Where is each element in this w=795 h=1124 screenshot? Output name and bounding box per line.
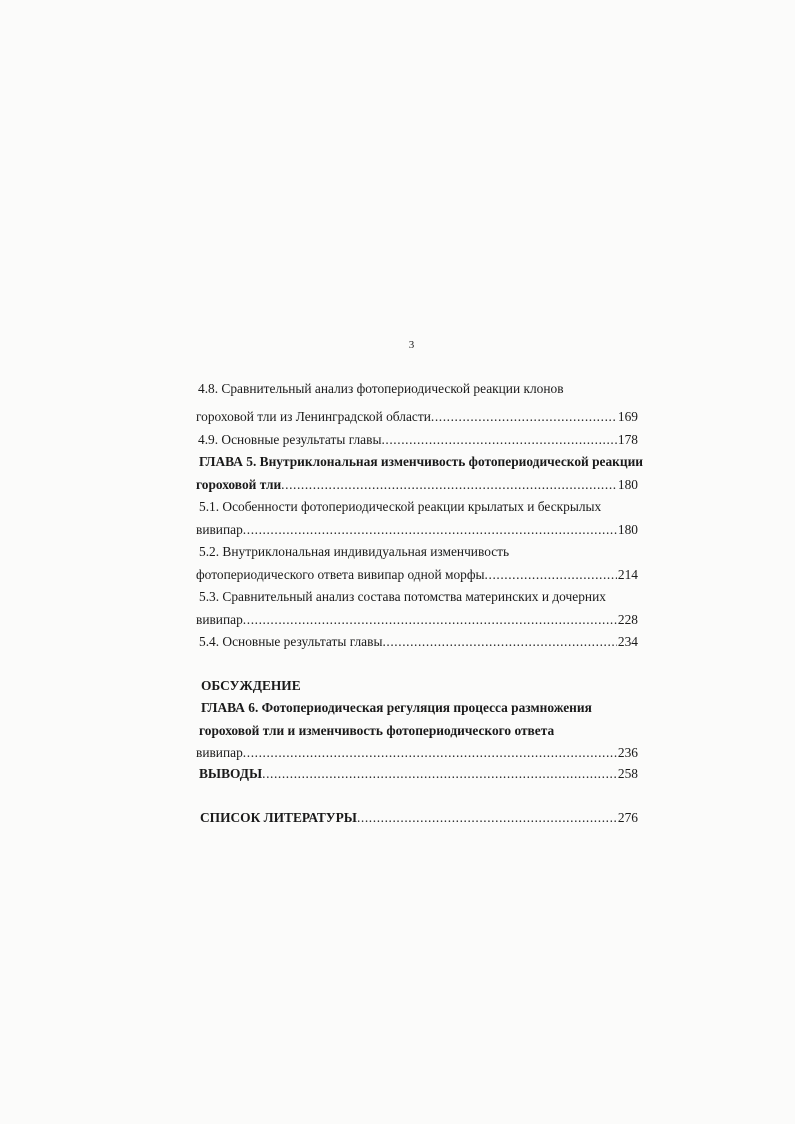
toc-page-number: 178 bbox=[617, 432, 638, 447]
dot-leader bbox=[262, 766, 617, 782]
toc-entry-text: 4.9. Основные результаты главы bbox=[198, 432, 382, 447]
toc-entry-5-3 bbox=[199, 589, 606, 605]
dot-leader bbox=[431, 409, 617, 425]
toc-entry-text: 5.2. Внутриклональная индивидуальная изменчивость bbox=[199, 544, 510, 559]
toc-page-number: 234 bbox=[617, 634, 638, 649]
dot-leader bbox=[243, 522, 617, 538]
toc-page-number: 228 bbox=[617, 612, 638, 627]
toc-entry-text: 4.8. Сравнительный анализ фотопериодической реакции клонов bbox=[198, 381, 564, 396]
toc-page-number: 276 bbox=[617, 810, 638, 825]
toc-entry-text: ОБСУЖДЕНИЕ bbox=[201, 678, 301, 693]
toc-entry-5-2 bbox=[199, 544, 509, 560]
toc-page-number: 180 bbox=[617, 477, 638, 492]
toc-page-number: 180 bbox=[617, 522, 638, 537]
toc-references bbox=[200, 810, 638, 826]
dot-leader bbox=[381, 432, 616, 448]
toc-discussion-heading bbox=[201, 678, 301, 694]
toc-entry-5-1-cont bbox=[196, 522, 638, 538]
toc-entry-text: гороховой тли bbox=[196, 477, 282, 492]
toc-page-number: 236 bbox=[617, 745, 638, 760]
toc-chapter-5-cont bbox=[196, 477, 638, 493]
toc-entry-text: ВЫВОДЫ bbox=[199, 766, 263, 781]
toc-entry-5-1 bbox=[199, 499, 601, 515]
toc-entry-5-4 bbox=[199, 634, 638, 650]
dot-leader bbox=[243, 745, 617, 761]
toc-entry-text: СПИСОК ЛИТЕРАТУРЫ bbox=[200, 810, 357, 825]
dot-leader bbox=[357, 810, 617, 826]
toc-chapter-6 bbox=[201, 700, 592, 716]
toc-entry-text: вивипар bbox=[196, 745, 243, 760]
toc-entry-text: ГЛАВА 6. Фотопериодическая регуляция процесса размножения bbox=[201, 700, 592, 715]
toc-entry-5-2-cont bbox=[196, 567, 638, 583]
dot-leader bbox=[281, 477, 617, 493]
toc-entry-4-8 bbox=[198, 381, 564, 397]
toc-entry-text: ГЛАВА 5. Внутриклональная изменчивость фотопериодической реакции bbox=[199, 454, 644, 469]
toc-entry-text: 5.4. Основные результаты главы bbox=[199, 634, 383, 649]
page-number: 3 bbox=[408, 339, 415, 351]
toc-entry-text: вивипар bbox=[196, 522, 243, 537]
toc-entry-4-9 bbox=[198, 432, 638, 448]
toc-page-number: 258 bbox=[617, 766, 638, 781]
toc-entry-4-8-cont bbox=[196, 409, 638, 425]
toc-entry-text: вивипар bbox=[196, 612, 243, 627]
toc-chapter-6-end bbox=[196, 745, 638, 761]
toc-entry-text: гороховой тли и изменчивость фотопериодического ответа bbox=[199, 723, 555, 738]
toc-entry-text: 5.3. Сравнительный анализ состава потомства материнских и дочерних bbox=[199, 589, 606, 604]
toc-chapter-6-cont bbox=[199, 723, 554, 739]
toc-conclusions bbox=[199, 766, 638, 782]
toc-entry-text: фотопериодического ответа вивипар одной морфы bbox=[196, 567, 485, 582]
toc-chapter-5 bbox=[199, 454, 643, 470]
dot-leader bbox=[243, 612, 617, 628]
toc-page-number: 214 bbox=[617, 567, 638, 582]
toc-entry-text: 5.1. Особенности фотопериодической реакции крылатых и бескрылых bbox=[199, 499, 602, 514]
toc-page-number: 169 bbox=[617, 409, 638, 424]
dot-leader bbox=[485, 567, 617, 583]
toc-entry-text: гороховой тли из Ленинградской области bbox=[196, 409, 431, 424]
toc-entry-5-3-cont bbox=[196, 612, 638, 628]
dot-leader bbox=[382, 634, 616, 650]
